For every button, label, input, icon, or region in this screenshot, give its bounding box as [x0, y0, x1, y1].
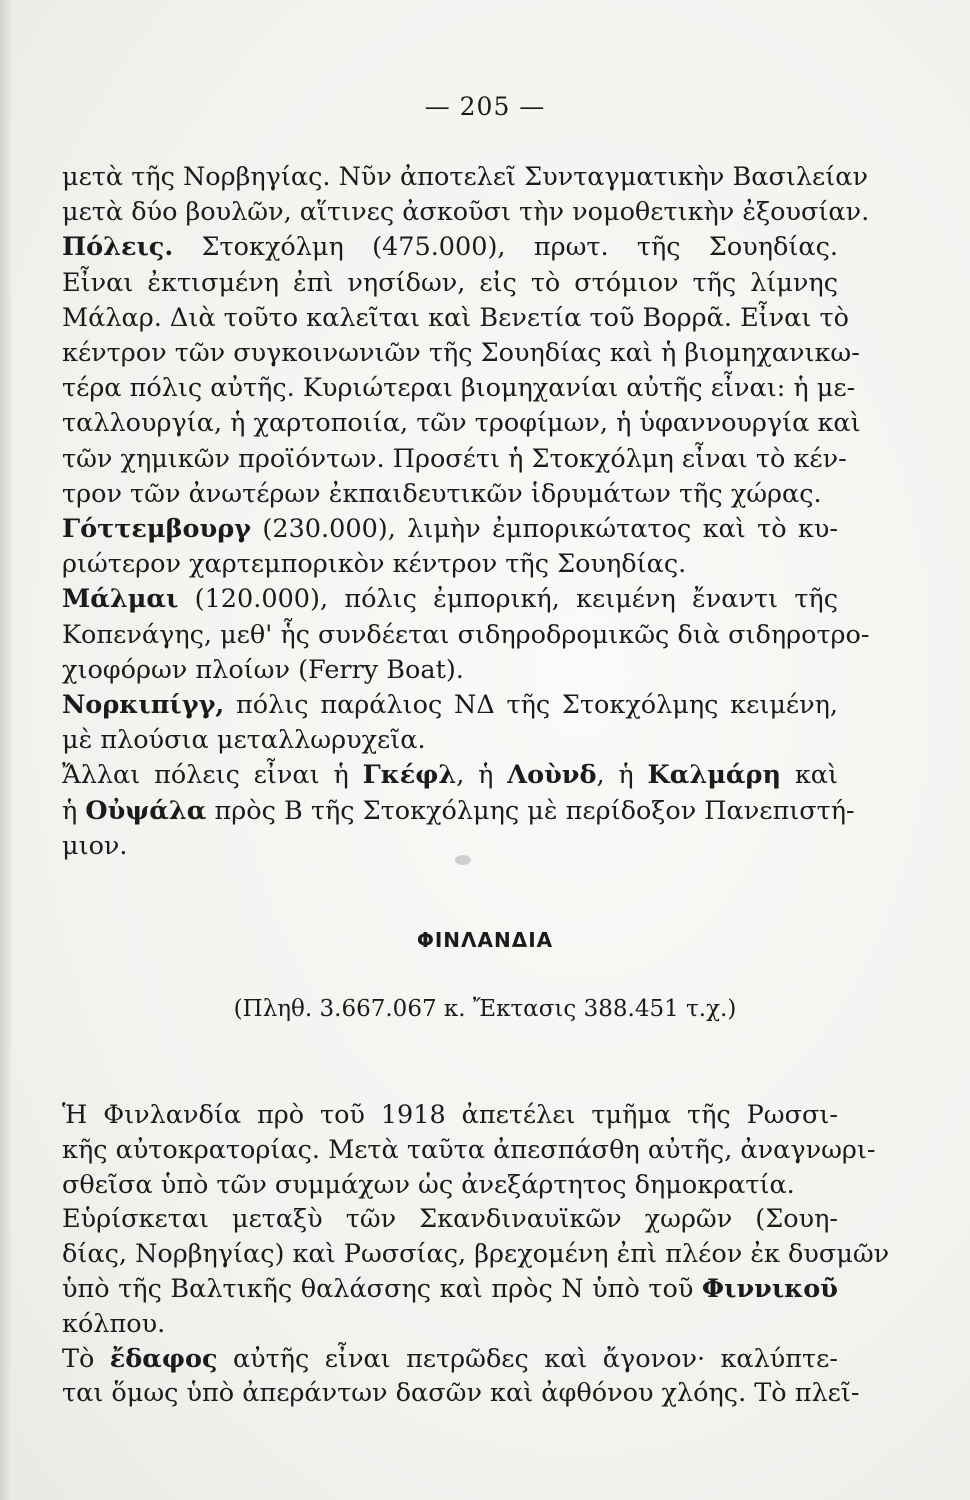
- page-number: — 205 —: [424, 92, 546, 121]
- text-line: [62, 160, 868, 194]
- text-line: [62, 829, 838, 863]
- bold-term: Γόττεμβουργ: [62, 514, 252, 544]
- bold-term: Νορκιπίγγ,: [62, 690, 225, 720]
- text-run: μετὰ δύο βουλῶν, αἵτινες ἀσκοῦσι τὴν νομοθετικὴν ἐξουσίαν.: [62, 197, 870, 228]
- text-line: [62, 1168, 838, 1202]
- text-run: κόλπου.: [62, 1308, 166, 1339]
- text-run: πόλις παράλιος ΝΔ τῆς Στοκχόλμης κειμένη,: [224, 690, 838, 720]
- text-line: [62, 547, 838, 581]
- text-line: [62, 371, 856, 405]
- text-line: [62, 582, 838, 616]
- bold-term: Γκέφλ: [362, 760, 457, 791]
- text-run: καὶ: [780, 760, 838, 791]
- binding-edge: [0, 0, 12, 1500]
- text-run: ται ὅμως ὑπὸ ἀπεράντων δασῶν καὶ ἀφθόνου χλόης. Τὸ πλεῖ-: [62, 1378, 860, 1409]
- text-line: [62, 1237, 890, 1271]
- text-run: ταλλουργία, ἡ χαρτοποιία, τῶν τροφίμων, ἡ ὑφαννουργία καὶ: [62, 408, 861, 439]
- text-line: [62, 1342, 838, 1376]
- text-run: (230.000), λιμὴν ἐμπορικώτατος καὶ τὸ κυ-: [251, 514, 838, 544]
- finland-statistics: (Πληθ. 3.667.067 κ. Ἔκτασις 388.451 τ.χ.): [233, 996, 737, 1022]
- text-line: [62, 512, 838, 546]
- text-run: πρὸς Β τῆς Στοκχόλμης μὲ περίδοξον Πανεπιστή-: [206, 795, 855, 826]
- text-line: [62, 794, 855, 828]
- text-run: (120.000), πόλις ἐμπορική, κειμένη ἔναντι τῆς: [178, 584, 838, 615]
- text-run: Ἡ Φινλανδία πρὸ τοῦ 1918 ἀπετέλει τμῆμα τῆς Ρωσσι-: [62, 1100, 838, 1130]
- text-line: [62, 758, 838, 792]
- text-run: Κοπενάγης, μεθ' ἧς συνδέεται σιδηροδρομικῶς διὰ σιδηροτρο-: [62, 619, 870, 650]
- text-line: [62, 1133, 876, 1167]
- text-run: μιον.: [62, 830, 128, 861]
- text-run: Εἶναι ἐκτισμένη ἐπὶ νησίδων, εἰς τὸ στόμιον τῆς λίμνης: [62, 267, 838, 298]
- text-line: [62, 477, 838, 511]
- text-run: τρον τῶν ἀνωτέρων ἐκπαιδευτικῶν ἱδρυμάτων τῆς χώρας.: [62, 478, 822, 509]
- text-run: Τὸ: [62, 1343, 110, 1374]
- bold-term: Πόλεις.: [62, 232, 174, 263]
- text-line: [62, 618, 870, 652]
- text-line: [62, 195, 870, 229]
- text-line: [62, 723, 838, 757]
- text-run: μὲ πλούσια μεταλλωρυχεῖα.: [62, 725, 426, 756]
- text-run: Εὑρίσκεται μεταξὺ τῶν Σκανδιναυϊκῶν χωρῶν (Σουη-: [62, 1204, 838, 1235]
- text-run: , ἡ: [456, 760, 508, 791]
- text-line: [62, 1272, 838, 1306]
- text-run: σθεῖσα ὑπὸ τῶν συμμάχων ὡς ἀνεξάρτητος δημοκρατία.: [62, 1169, 795, 1200]
- text-line: [62, 688, 838, 722]
- bold-term: Καλμάρη: [647, 760, 781, 791]
- text-run: κέντρον τῶν συγκοινωνιῶν τῆς Σουηδίας καὶ ἡ βιομηχανικω-: [62, 338, 860, 368]
- text-run: ἡ: [62, 795, 86, 826]
- bold-term: ἔδαφος: [109, 1343, 218, 1374]
- bold-term: Μάλμαι: [62, 584, 179, 615]
- text-line: [62, 301, 849, 335]
- text-line: [62, 336, 860, 370]
- bold-term: Φιννικοῦ: [701, 1274, 838, 1304]
- ink-smudge: [455, 855, 471, 865]
- text-line: [62, 442, 847, 476]
- text-line: [62, 1098, 838, 1132]
- section-title-finland: ΦΙΝΛΑΝΔΙΑ: [416, 928, 554, 952]
- text-line: [62, 653, 838, 687]
- text-run: Στοκχόλμη (475.000), πρωτ. τῆς Σουηδίας.: [173, 232, 838, 263]
- bold-term: Λοὺνδ: [507, 760, 597, 791]
- text-run: χιοφόρων πλοίων (Ferry Boat).: [62, 654, 464, 685]
- text-line: [62, 1307, 838, 1341]
- text-run: αὐτῆς εἶναι πετρῶδες καὶ ἄγονον· καλύπτε-: [217, 1343, 838, 1374]
- text-run: ριώτερον χαρτεμπορικὸν κέντρον τῆς Σουηδίας.: [62, 549, 687, 580]
- text-line: [62, 406, 861, 440]
- text-line: [62, 1376, 860, 1410]
- text-run: , ἡ: [596, 760, 648, 791]
- text-run: Μάλαρ. Διὰ τοῦτο καλεῖται καὶ Βενετία τοῦ Βορρᾶ. Εἶναι τὸ: [62, 302, 849, 333]
- text-run: τέρα πόλις αὐτῆς. Κυριώτεραι βιομηχανίαι αὐτῆς εἶναι: ἡ με-: [62, 373, 856, 404]
- bold-term: Οὐψάλα: [85, 795, 207, 826]
- text-run: κῆς αὐτοκρατορίας. Μετὰ ταῦτα ἀπεσπάσθη αὐτῆς, ἀναγνωρι-: [62, 1134, 876, 1165]
- text-run: δίας, Νορβηγίας) καὶ Ρωσσίας, βρεχομένη ἐπὶ πλέον ἐκ δυσμῶν: [62, 1239, 890, 1270]
- text-line: [62, 1202, 838, 1236]
- text-run: τῶν χημικῶν προϊόντων. Προσέτι ἡ Στοκχόλμη εἶναι τὸ κέν-: [62, 443, 847, 474]
- text-run: ὑπὸ τῆς Βαλτικῆς θαλάσσης καὶ πρὸς Ν ὑπὸ τοῦ: [62, 1274, 702, 1304]
- text-run: μετὰ τῆς Νορβηγίας. Νῦν ἀποτελεῖ Συνταγματικὴν Βασιλείαν: [62, 162, 868, 192]
- text-line: [62, 230, 838, 264]
- text-line: [62, 266, 838, 300]
- text-run: Ἄλλαι πόλεις εἶναι ἡ: [62, 760, 363, 791]
